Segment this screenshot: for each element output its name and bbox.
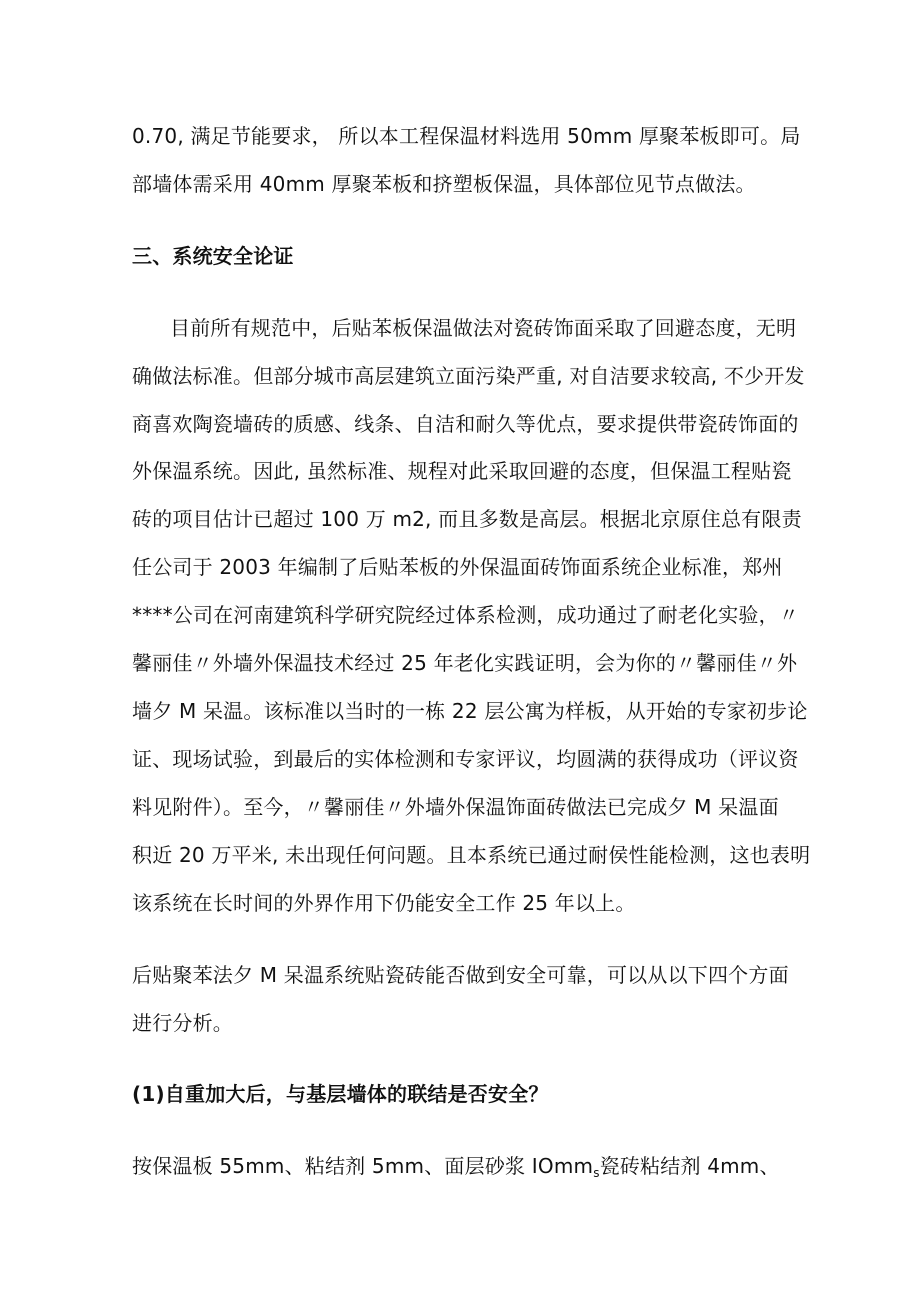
last-line-subscript: s xyxy=(593,1166,600,1180)
paragraph-line-13: 该系统在长时间的外界作用下仍能安全工作 25 年以上。 xyxy=(132,891,636,915)
paragraph-line-10: 证、现场试验，到最后的实体检测和专家评议，均圆满的获得成功（评议资 xyxy=(132,747,799,771)
intro-line-2: 部墙体需采用 40mm 厚聚苯板和挤塑板保温，具体部位见节点做法。 xyxy=(132,172,756,196)
analysis-line-1: 后贴聚苯法夕 M 呆温系统贴瓷砖能否做到安全可靠，可以从以下四个方面 xyxy=(132,963,789,987)
paragraph-line-5: 砖的项目估计已超过 100 万 m2, 而且多数是高层。根据北京原住总有限责 xyxy=(132,507,802,531)
paragraph-line-12: 积近 20 万平米, 未出现任何问题。且本系统已通过耐侯性能检测，这也表明 xyxy=(132,843,811,867)
paragraph-line-3: 商喜欢陶瓷墙砖的质感、线条、自洁和耐久等优点，要求提供带瓷砖饰面的 xyxy=(132,412,799,436)
paragraph-line-8: 馨丽佳〃外墙外保温技术经过 25 年老化实践证明，会为你的〃馨丽佳〃外 xyxy=(132,651,798,675)
last-line xyxy=(132,1152,780,1187)
intro-line-1: 0.70, 满足节能要求， 所以本工程保温材料选用 50mm 厚聚苯板即可。局 xyxy=(132,124,801,148)
question-heading: (1)自重加大后，与基层墙体的联结是否安全？ xyxy=(132,1082,549,1106)
paragraph-line-1: 目前所有规范中，后贴苯板保温做法对瓷砖饰面采取了回避态度，无明 xyxy=(170,316,797,340)
paragraph-line-9: 墙夕 M 呆温。该标准以当时的一栋 22 层公寓为样板，从开始的专家初步论 xyxy=(132,699,808,723)
paragraph-line-4: 外保温系统。因此, 虽然标准、规程对此采取回避的态度，但保温工程贴瓷 xyxy=(132,459,792,483)
paragraph-line-7: ****公司在河南建筑科学研究院经过体系检测，成功通过了耐老化实验，〃 xyxy=(132,603,799,627)
last-line-after: 瓷砖粘结剂 4mm、 xyxy=(599,1154,780,1178)
paragraph-line-6: 任公司于 2003 年编制了后贴苯板的外保温面砖饰面系统企业标准，郑州 xyxy=(132,555,783,579)
analysis-line-2: 进行分析。 xyxy=(132,1011,233,1035)
paragraph-line-11: 料见附件）。至今，〃馨丽佳〃外墙外保温饰面砖做法已完成夕 M 呆温面 xyxy=(132,795,779,819)
last-line-before: 按保温板 55mm、粘结剂 5mm、面层砂浆 IOmm xyxy=(132,1154,594,1178)
section-title: 三、系统安全论证 xyxy=(132,244,294,268)
paragraph-line-2: 确做法标准。但部分城市高层建筑立面污染严重, 对自洁要求较高, 不少开发 xyxy=(132,364,805,388)
